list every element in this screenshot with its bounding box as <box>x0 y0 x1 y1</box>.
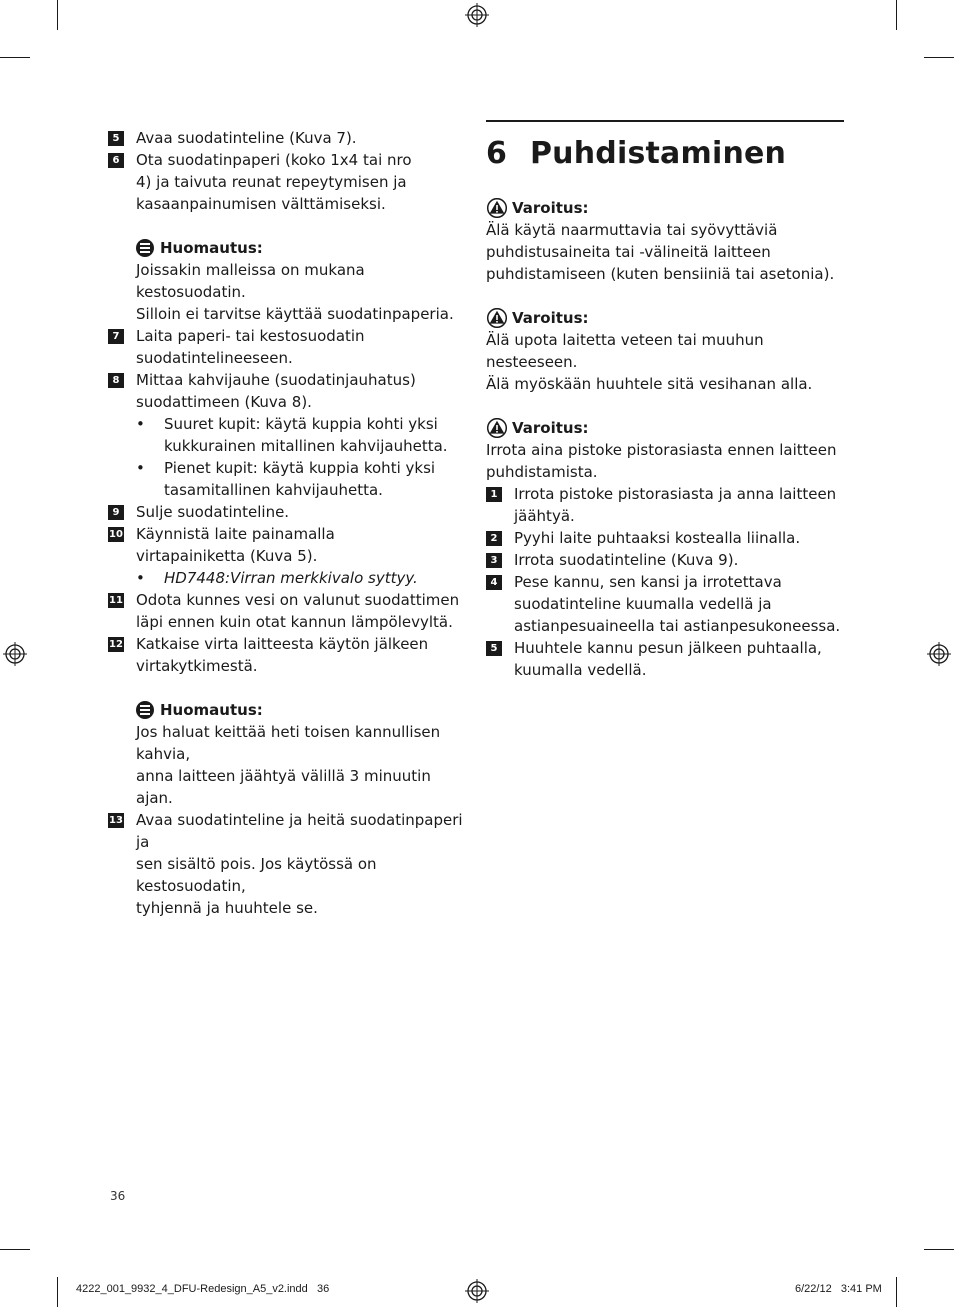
warning-triangle-icon <box>486 308 508 328</box>
warning-text-line: Älä käytä naarmuttavia tai syövyttäviä <box>486 221 778 239</box>
step-text-line: Huuhtele kannu pesun jälkeen puhtaalla, <box>514 639 822 657</box>
step-6 <box>108 149 470 215</box>
step-number: 9 <box>108 505 124 520</box>
step-11 <box>108 589 470 633</box>
crop-mark <box>0 57 30 58</box>
step-number: 2 <box>486 531 502 546</box>
step-5-cleaning <box>486 637 844 681</box>
warning-block <box>486 307 844 395</box>
warning-text-line: puhdistamista. <box>486 463 598 481</box>
bullet-item <box>108 457 470 501</box>
step-number: 1 <box>486 487 502 502</box>
warning-heading <box>486 307 844 329</box>
step-3 <box>486 549 844 571</box>
note-block <box>108 237 470 325</box>
step-2 <box>486 527 844 549</box>
warning-text-line: puhdistamiseen (kuten bensiiniä tai asetonia). <box>486 265 835 283</box>
step-text-line: virtakytkimestä. <box>136 657 258 675</box>
step-12 <box>108 633 470 677</box>
page-number: 36 <box>110 1189 126 1203</box>
crop-mark <box>924 57 954 58</box>
step-text-line: Katkaise virta laitteesta käytön jälkeen <box>136 635 429 653</box>
note-text-line: Joissakin malleissa on mukana kestosuodatin. <box>136 261 365 301</box>
step-text-line: Ota suodatinpaperi (koko 1x4 tai nro <box>136 151 412 169</box>
warning-text-line: Irrota aina pistoke pistorasiasta ennen laitteen <box>486 441 837 459</box>
crop-mark <box>57 1277 58 1307</box>
crop-mark <box>57 0 58 30</box>
warning-heading <box>486 417 844 439</box>
warning-text-line: puhdistusaineita tai -välineitä laitteen <box>486 243 771 261</box>
step-4 <box>486 571 844 637</box>
step-text-line: Käynnistä laite painamalla <box>136 525 335 543</box>
step-text-line: läpi ennen kuin otat kannun lämpölevyltä. <box>136 613 453 631</box>
step-text-line: jäähtyä. <box>514 507 575 525</box>
step-number: 3 <box>486 553 502 568</box>
warning-block <box>486 417 844 483</box>
step-text-line: suodatinteline kuumalla vedellä ja <box>514 595 772 613</box>
crop-mark <box>924 1249 954 1250</box>
warning-heading <box>486 197 844 219</box>
step-number: 10 <box>109 529 123 540</box>
step-text-line: suodattimeen (Kuva 8). <box>136 393 312 411</box>
chapter-heading <box>486 136 844 172</box>
warning-block <box>486 197 844 285</box>
step-number: 12 <box>109 639 123 650</box>
bullet-text: HD7448:Virran merkkivalo syttyy. <box>164 569 418 587</box>
step-text-line: Mittaa kahvijauhe (suodatinjauhatus) <box>136 371 416 389</box>
step-number: 4 <box>486 575 502 590</box>
note-text-line: anna laitteen jäähtyä välillä 3 minuutin ajan. <box>136 767 431 807</box>
chapter-rule <box>486 120 844 122</box>
step-number: 13 <box>109 815 123 826</box>
step-text-line: tyhjennä ja huuhtele se. <box>136 899 318 917</box>
left-column <box>108 127 470 919</box>
bullet-mark: • <box>136 569 145 587</box>
note-heading <box>136 699 470 721</box>
step-number: 6 <box>108 153 124 168</box>
chapter-title: Puhdistaminen <box>530 136 787 171</box>
step-13 <box>108 809 470 919</box>
step-text-line: Laita paperi- tai kestosuodatin <box>136 327 365 345</box>
bullet-text-line: tasamitallinen kahvijauhetta. <box>164 481 383 499</box>
step-text: Irrota suodatinteline (Kuva 9). <box>514 551 739 569</box>
step-text: Sulje suodatinteline. <box>136 503 290 521</box>
note-text-line: Silloin ei tarvitse käyttää suodatinpaperia. <box>136 305 454 323</box>
crop-mark <box>896 1277 897 1307</box>
bullet-text-line: Suuret kupit: käytä kuppia kohti yksi <box>164 415 438 433</box>
crop-mark <box>0 1249 30 1250</box>
warning-triangle-icon <box>486 198 508 218</box>
note-heading <box>136 237 470 259</box>
step-text-line: Pese kannu, sen kansi ja irrotettava <box>514 573 782 591</box>
crop-mark <box>896 0 897 30</box>
step-10 <box>108 523 470 567</box>
warning-title: Varoitus: <box>512 199 589 217</box>
warning-text-line: Älä upota laitetta veteen tai muuhun nesteeseen. <box>486 331 764 371</box>
step-text-line: Odota kunnes vesi on valunut suodattimen <box>136 591 460 609</box>
step-9 <box>108 501 470 523</box>
step-text-line: Avaa suodatinteline ja heitä suodatinpaperi ja <box>136 811 463 851</box>
step-number: 5 <box>108 131 124 146</box>
footer-date: 6/22/12 3:41 PM <box>795 1283 882 1295</box>
note-icon <box>136 239 154 257</box>
bullet-item <box>108 567 470 589</box>
step-text-line: Irrota pistoke pistorasiasta ja anna laitteen <box>514 485 837 503</box>
warning-text-line: Älä myöskään huuhtele sitä vesihanan alla. <box>486 375 813 393</box>
step-5 <box>108 127 470 149</box>
note-text-line: Jos haluat keittää heti toisen kannullisen kahvia, <box>136 723 441 763</box>
bullet-item <box>108 413 470 457</box>
step-text-line: suodatintelineeseen. <box>136 349 293 367</box>
registration-mark-icon <box>3 642 27 666</box>
registration-mark-icon <box>927 642 951 666</box>
step-text-line: astianpesuaineella tai astianpesukoneessa. <box>514 617 841 635</box>
bullet-text-line: Pienet kupit: käytä kuppia kohti yksi <box>164 459 436 477</box>
registration-mark-icon <box>465 1279 489 1303</box>
step-text-line: virtapainiketta (Kuva 5). <box>136 547 318 565</box>
registration-mark-icon <box>465 3 489 27</box>
step-text-line: kuumalla vedellä. <box>514 661 647 679</box>
step-number: 5 <box>486 641 502 656</box>
step-number: 11 <box>109 595 123 606</box>
right-column <box>486 120 844 681</box>
step-8 <box>108 369 470 413</box>
step-text-line: 4) ja taivuta reunat repeytymisen ja <box>136 173 407 191</box>
step-text: Pyyhi laite puhtaaksi kostealla liinalla. <box>514 529 801 547</box>
bullet-text-line: kukkurainen mitallinen kahvijauhetta. <box>164 437 448 455</box>
note-title: Huomautus: <box>160 239 263 257</box>
bullet-mark: • <box>136 459 145 477</box>
step-text-line: kasaanpainumisen välttämiseksi. <box>136 195 386 213</box>
chapter-number: 6 <box>486 136 508 171</box>
step-number: 7 <box>108 329 124 344</box>
step-number: 8 <box>108 373 124 388</box>
step-7 <box>108 325 470 369</box>
step-1 <box>486 483 844 527</box>
bullet-mark: • <box>136 415 145 433</box>
warning-title: Varoitus: <box>512 419 589 437</box>
warning-triangle-icon <box>486 418 508 438</box>
note-block <box>108 699 470 809</box>
warning-title: Varoitus: <box>512 309 589 327</box>
step-text-line: sen sisältö pois. Jos käytössä on kestosuodatin, <box>136 855 377 895</box>
step-text: Avaa suodatinteline (Kuva 7). <box>136 129 357 147</box>
note-title: Huomautus: <box>160 701 263 719</box>
footer-file-info: 4222_001_9932_4_DFU-Redesign_A5_v2.indd 36 <box>76 1283 330 1295</box>
note-icon <box>136 701 154 719</box>
